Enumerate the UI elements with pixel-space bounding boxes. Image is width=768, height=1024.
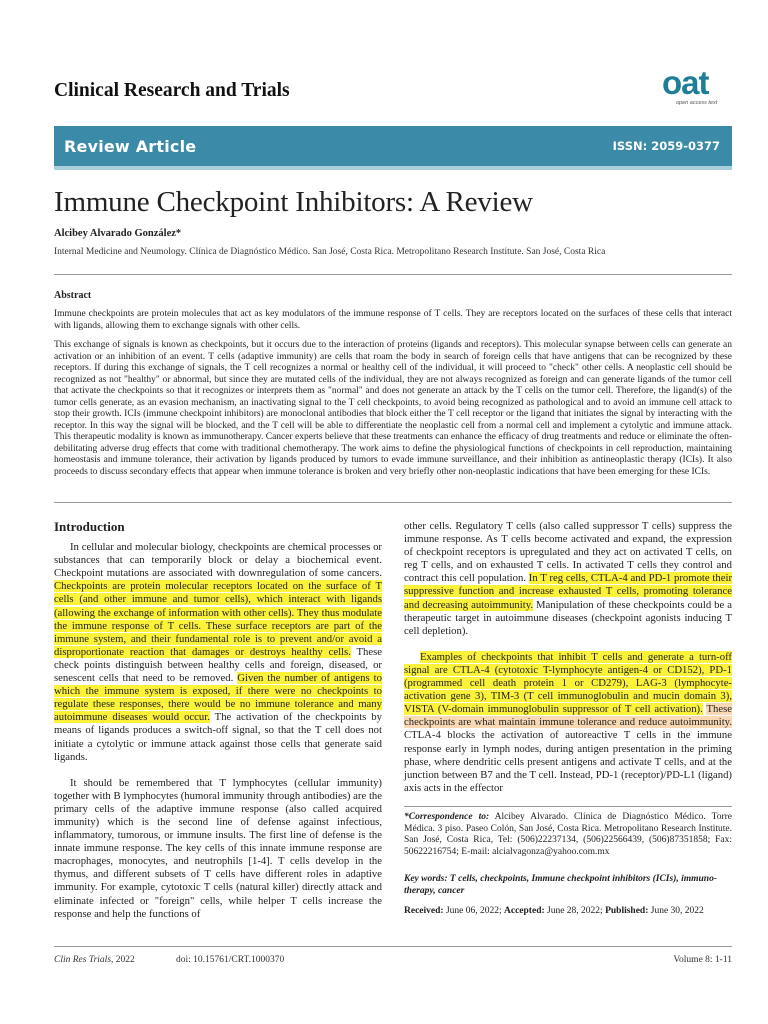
body-text: In cellular and molecular biology, checkpoints are chemical processes or substances that can temporarily block or delay a biochemical event. Checkpoint mutations are associated with downregulation of some cancers. (54, 541, 382, 580)
footer-journal: Clin Res Trials (54, 955, 112, 965)
abstract-paragraph-2: This exchange of signals is known as checkpoints, but it occurs due to the interaction of proteins (ligands and receptors). This molecular synapse between cells can generate an activation or an inhibition of an event. T cells (adaptive immunity) are cells that roam the body in search of foreign cells that have antigens that can be recognized by these receptors. If during this exchange of signals, the T cell recognizes a normal or healthy cell of the individual, it will proceed to "check" other cells. A neoplastic cell should be recognized as not "healthy" or abnormal, but since they are mutated cells of the individual, they are not always recognized as foreign and can generate ligands of the tumor cell that activate the checkpoints so that it recognizes or interprets them as "normal" and does not generate an attack by the T cells on the tumor cell. Therefore, the ligand(s) of the tumor cells generate, as an evasion mechanism, an inactivating signal to the T cell checkpoints, to avoid being recognized as pathological and to avoid an immune cell attack to stop their growth. ICIs (immune checkpoint inhibitors) are monoclonal antibodies that block either the T cell receptor or the ligand that initiates the signal by interacting with the receptor. In this way the signal will be blocked, and the T cell will be able to differentiate the neoplastic cell from a normal cell and implement a cytolytic and immune attack. This therapeutic modality is known as immunotherapy. Cancer experts believe that these treatments can enhance the efficacy of drug treatments and reduce or eliminate the often-debilitating adverse drug effects that come with traditional chemotherapy. The work aims to define the physiological functions of checkpoints in cell reproduction, maintaining homeostasis and immune tolerance, their activation by ligands produced by tumors to evade immune surveillance, and their inhibition as antineoplastic therapy (ICIs). It also proceeds to discuss secondary effects that appear when immune tolerance is broken and very briefly other non-neoplastic indications that have been emerging for these ICIs. (54, 340, 732, 477)
article-type-banner (54, 126, 732, 170)
abstract-paragraph-1: Immune checkpoints are protein molecules that act as key modulators of the immune response of T cells. They are receptors located on the surfaces of these cells that interact with ligands, allowing them to exchange signals with other cells. (54, 309, 732, 331)
keywords-text: T cells, checkpoints, Immune checkpoint inhibitors (ICIs), immuno-therapy, cancer (404, 874, 718, 896)
logo-subtitle: open access text (676, 100, 718, 106)
body-text: The activation of the checkpoints by means of ligands produces a switch-off signal, so that the T cell does not initiate a cytolytic or immune attack against those cells that generate said ligands. (54, 711, 382, 763)
footer-doi: doi: 10.15761/CRT.1000370 (176, 955, 285, 965)
body-paragraph (54, 541, 382, 764)
correspondence-note (404, 812, 732, 859)
correspondence-label: *Correspondence to: (404, 812, 490, 822)
highlighted-text: Checkpoints are protein molecular receptors located on the surface of T cells (and other immune and tumor cells), which interact with ligands (allowing the exchange of information with other cells). They thus modulate the immune response of T cells. These surface receptors are part of the immune system, and their fundamental role is to prevent and/or avoid a disproportionate reaction that damages or destroys healthy cells. (54, 580, 382, 658)
divider (404, 806, 732, 807)
article-title: Immune Checkpoint Inhibitors: A Review (54, 186, 533, 218)
highlighted-text: In T reg cells, CTLA-4 and PD-1 promote their suppressive function and increase exhausted T cells, promoting tolerance and decreasing autoimmunity. (404, 572, 732, 611)
published-label: Published: (605, 906, 649, 916)
keywords (404, 874, 732, 897)
highlighted-text: Given the number of antigens to which the immune system is exposed, if there were no checkpoints to regulate these responses, there would be no immune tolerance and many autoimmune diseases would occur. (54, 672, 382, 724)
received-date: June 06, 2022; (443, 906, 505, 916)
article-type: Review Article (64, 137, 197, 156)
body-text: other cells. Regulatory T cells (also called suppressor T cells) suppress the immune response. As T cells become activated and expand, the expression of checkpoint receptors is upregulated and they act on activated T cells, on reg T cells, and on exhausted T cells. In activated T cells they control and contract this cell population. (404, 520, 732, 585)
footer-volume: Volume 8: 1-11 (673, 955, 732, 965)
footer-year: , 2022 (111, 955, 135, 965)
divider (54, 946, 732, 947)
right-column (404, 520, 732, 808)
received-label: Received: (404, 906, 444, 916)
published-date: June 30, 2022 (648, 906, 704, 916)
issn: ISSN: 2059-0377 (612, 139, 720, 153)
body-paragraph (404, 520, 732, 638)
publication-dates (404, 906, 732, 916)
journal-name: Clinical Research and Trials (54, 80, 290, 101)
accepted-label: Accepted: (504, 906, 545, 916)
publisher-logo (662, 64, 734, 108)
abstract-heading: Abstract (54, 290, 92, 301)
keywords-label: Key words: (404, 874, 448, 884)
logo-text: oat (662, 64, 709, 101)
divider (54, 274, 732, 275)
highlighted-text-peach: These checkpoints are what maintain immune tolerance and reduce autoimmunity. (404, 703, 732, 729)
footer-citation (54, 955, 135, 965)
left-column (54, 520, 382, 934)
author-name: Alcibey Alvarado González* (54, 228, 182, 239)
section-heading-introduction: Introduction (54, 519, 125, 534)
body-paragraph (404, 651, 732, 795)
body-paragraph: It should be remembered that T lymphocytes (cellular immunity) together with B lymphocytes (humoral immunity through antibodies) are the primary cells of the adaptive immune response (also called acquired immunity) which is the second line of defense against infectious, inflammatory, tumorous, or immune insults. The first line of defense is the innate immune response. The key cells of this innate immune response are macrophages, monocytes, and neutrophils [1-4]. T cells develop in the thymus, and different subsets of T cells have different roles in adaptive immunity. For example, cytotoxic T cells (natural killer) directly attack and eliminate infected or "foreign" cells, while helper T cells increase the response and help the functions of (54, 776, 382, 920)
body-text: These check points distinguish between healthy cells and foreign, diseased, or senescent cells that need to be removed. (54, 645, 383, 685)
accepted-date: June 28, 2022; (544, 906, 606, 916)
body-text: CTLA-4 blocks the activation of autoreactive T cells in the immune response early in lymph nodes, during antigen presentation in the priming phase, where dendritic cells present antigens and activate T cells, and at the junction between B7 and the T cell. Instead, PD-1 (receptor)/PD-L1 (ligand) axis acts in the effector (404, 729, 732, 794)
author-affiliation: Internal Medicine and Neumology. Clínica de Diagnóstico Médico. San José, Costa Rica. Metropolitano Research Institute. San José, Costa Rica (54, 247, 606, 257)
divider (54, 502, 732, 503)
body-text: Manipulation of these checkpoints could be a therapeutic target in autoimmune diseases (checkpoint agonists inducing T cell depletion). (404, 598, 732, 637)
highlighted-text: Examples of checkpoints that inhibit T cells and generate a turn-off signal are CTLA-4 (cytotoxic T-lymphocyte antigen-4 or CD152), PD-1 (programmed cell death protein 1 or CD279), LAG-3 (lymphocyte-activation gene 3), TIM-3 (T cell immunoglobulin and mucin domain 3), VISTA (V-domain immunoglobulin suppressor of T cell activation). (404, 650, 732, 716)
correspondence-text: Alcibey Alvarado. Clínica de Diagnóstico Médico. Torre Médica. 3 piso. Paseo Colón, San José, Costa Rica. Metropolitano Research Institute. San José, Costa Rica, Tel: (506)22237134, (506)22566439, (506)87351858; Fax: 50622216754; E-mail: alcialvagonza@yahoo.com.mx (404, 812, 732, 858)
